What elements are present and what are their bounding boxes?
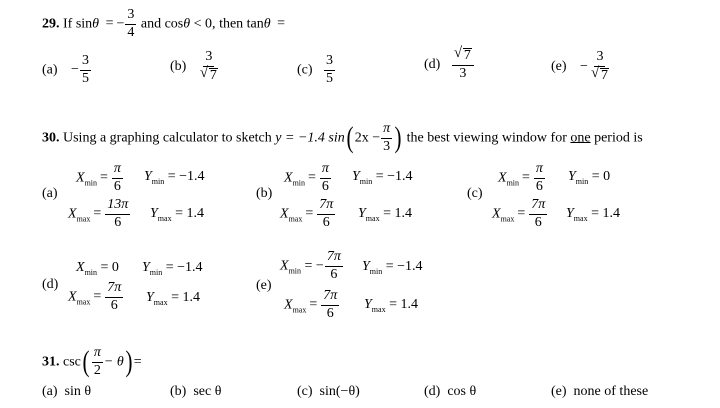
- q30-option-e-label[interactable]: (e): [256, 278, 272, 293]
- q30-option-b-xmax: $X_{max}$ = $\frac{7\pi}{6}$: [280, 197, 334, 230]
- q30-option-e-ymin: $Y_{min} = -1.4$: [362, 259, 423, 276]
- q30-option-c-label[interactable]: (c): [467, 186, 483, 201]
- q30-option-a-xmax: $X_{max}$ = $\frac{13\pi}{6}$: [68, 197, 129, 230]
- q29-option-a[interactable]: (a) − $\frac{3}{5}$: [42, 53, 89, 86]
- q30-stem: 30. Using a graphing calculator to sketch y = −1.4 sin( 2x − $\frac{\pi}{3}$ ) the best viewing window for one period is: [42, 121, 643, 155]
- q30-option-b-label[interactable]: (b): [256, 186, 273, 201]
- q29-sin: sin: [75, 16, 93, 32]
- q30-option-b-ymin: $Y_{min} = -1.4$: [352, 169, 413, 186]
- q30-option-a-ymin: $Y_{min} = -1.4$: [144, 169, 205, 186]
- q30-option-d-ymax: $Y_{max} = 1.4$: [146, 290, 200, 307]
- q30-option-d-xmax: $X_{max}$ = $\frac{7\pi}{6}$: [68, 280, 122, 313]
- q29-minus: −: [116, 16, 125, 32]
- q29-option-c[interactable]: (c) $\frac{3}{5}$: [297, 53, 334, 86]
- q29-eq-1: =: [105, 16, 114, 32]
- q29-eq-2: =: [277, 16, 286, 32]
- q30-option-a-label[interactable]: (a): [42, 186, 58, 201]
- q30-inner: 2x −: [354, 130, 381, 146]
- q31-minus-theta: − θ: [103, 354, 124, 370]
- q30-option-c-ymax: $Y_{max} = 1.4$: [566, 206, 620, 223]
- q29-option-b[interactable]: (b) 3 √ 7: [170, 49, 217, 83]
- q30-tail: the best viewing window for: [406, 130, 567, 146]
- q30-option-a-xmin: $X_{min}$ = $\frac{\pi}{6}$: [76, 161, 121, 194]
- q30-option-d-ymin: $Y_{min} = -1.4$: [142, 260, 203, 277]
- q31-option-a[interactable]: (a) sin θ: [42, 384, 92, 399]
- q30-option-e-xmin: $X_{min}$ = − $\frac{7\pi}{6}$: [280, 249, 341, 282]
- q30-option-c-xmin: $X_{min}$ = $\frac{\pi}{6}$: [498, 161, 543, 194]
- q31-csc: csc: [63, 354, 81, 370]
- q30-option-c-xmax: $X_{max}$ = $\frac{7\pi}{6}$: [492, 197, 546, 230]
- q29-lead: If: [63, 16, 73, 32]
- q30-function: y = −1.4 sin: [275, 130, 345, 146]
- q31-stem: 31. csc( $\frac{\pi}{2}$ − θ) =: [42, 345, 142, 379]
- q30-option-b-ymax: $Y_{max} = 1.4$: [358, 206, 412, 223]
- q29-lt0: < 0,: [193, 16, 216, 32]
- q29-then: then: [219, 16, 244, 32]
- q29-fraction: $\frac{3}{4}$: [127, 7, 135, 40]
- q29-theta-3: θ: [263, 16, 271, 32]
- q30-number: 30.: [42, 130, 60, 146]
- q29-number: 29.: [42, 16, 60, 32]
- q29-option-e[interactable]: (e) − 3 √ 7: [551, 49, 608, 83]
- q31-option-b[interactable]: (b) sec θ: [170, 384, 222, 399]
- q30-tail-b: period is: [594, 130, 643, 146]
- q29-option-d[interactable]: (d) √ 7 3: [424, 48, 475, 81]
- q30-option-d-xmin: $X_{min} = 0$: [76, 260, 119, 277]
- q31-option-d[interactable]: (d) cos θ: [424, 384, 477, 399]
- q30-option-e-xmax: $X_{max}$ = $\frac{7\pi}{6}$: [284, 288, 338, 321]
- q29-and: and: [140, 16, 162, 32]
- q30-option-d-label[interactable]: (d): [42, 277, 59, 292]
- q29-theta-2: θ: [183, 16, 191, 32]
- q30-option-c-ymin: $Y_{min} = 0$: [568, 169, 611, 186]
- q30-option-e-ymax: $Y_{max} = 1.4$: [364, 297, 418, 314]
- q30-option-b-xmin: $X_{min}$ = $\frac{\pi}{6}$: [284, 161, 329, 194]
- q29-tan: tan: [246, 16, 264, 32]
- q31-option-e[interactable]: (e) none of these: [551, 384, 649, 399]
- q30-one: one: [570, 130, 591, 146]
- q31-eq: =: [133, 354, 142, 370]
- q31-number: 31.: [42, 354, 60, 370]
- q29-theta-1: θ: [92, 16, 100, 32]
- q30-lead: Using a graphing calculator to sketch: [63, 130, 272, 146]
- q29-stem: [42, 8, 288, 40]
- q31-option-c[interactable]: (c) sin(−θ): [297, 384, 360, 399]
- q29-cos: cos: [164, 16, 184, 32]
- q30-option-a-ymax: $Y_{max} = 1.4$: [150, 206, 204, 223]
